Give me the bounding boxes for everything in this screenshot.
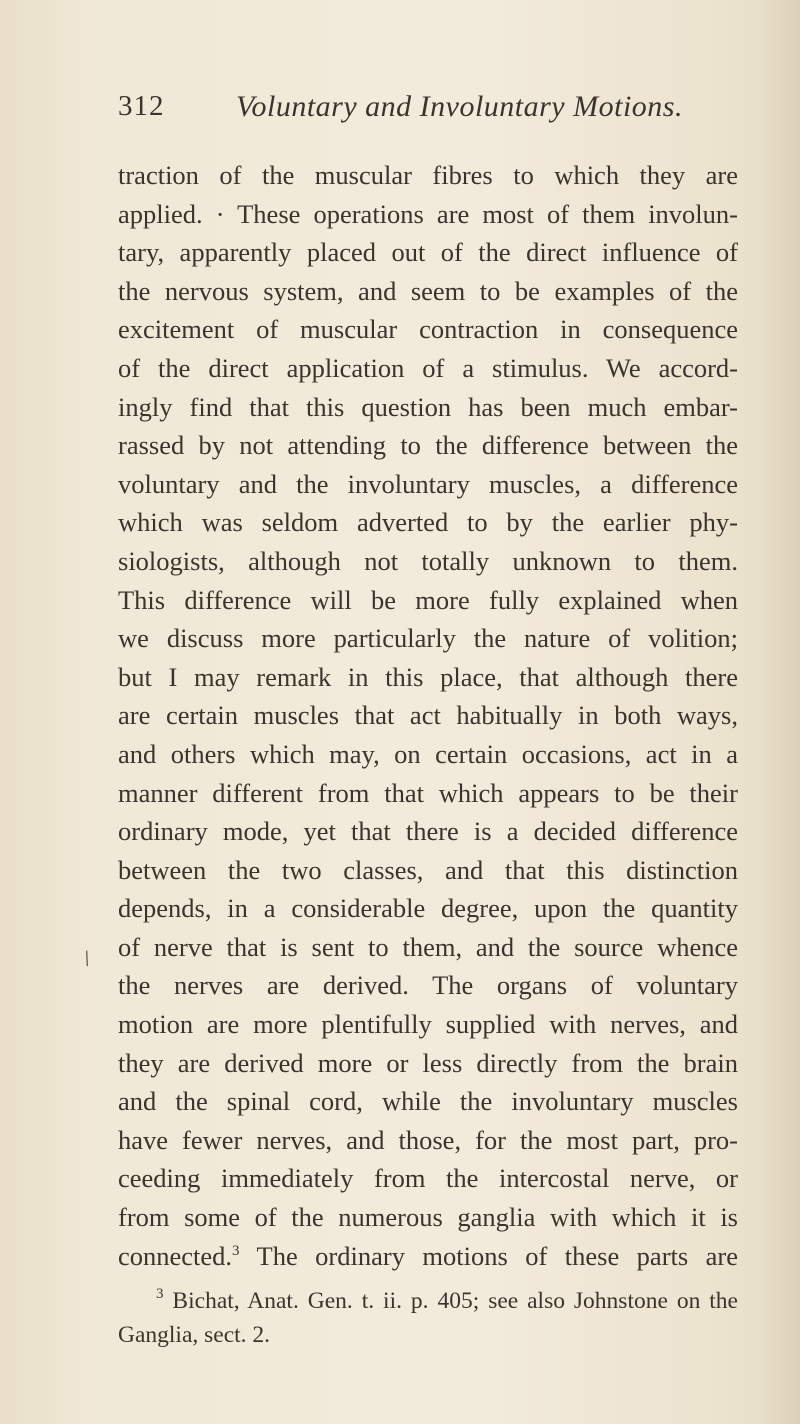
text-line: siologists, although not totally unknown to them. <box>118 545 738 576</box>
text-line: from some of the numerous ganglia with which it is <box>118 1202 738 1233</box>
text-line: and the spinal cord, while the involuntary muscles <box>118 1086 738 1117</box>
margin-pencil-mark: / <box>80 947 94 970</box>
text-line: we discuss more particularly the nature of volition; <box>118 623 738 654</box>
text-line: which was seldom adverted to by the earlier phy- <box>118 507 738 538</box>
text-line: and others which may, on certain occasions, act in a <box>118 738 738 769</box>
footnote-line: Ganglia, sect. 2. <box>118 1322 271 1348</box>
page-edge-shadow <box>760 0 800 1424</box>
text-line: voluntary and the involuntary muscles, a difference <box>118 468 738 499</box>
text-line: but I may remark in this place, that although there <box>118 661 738 692</box>
text-line: have fewer nerves, and those, for the most part, pro- <box>118 1124 738 1155</box>
text-line: excitement of muscular contraction in consequence <box>118 314 738 345</box>
text-line: motion are more plentifully supplied with nerves, and <box>118 1009 738 1040</box>
page-header <box>118 90 738 134</box>
text-line: applied. · These operations are most of them involun- <box>118 198 738 229</box>
text-line: the nerves are derived. The organs of voluntary <box>118 970 738 1001</box>
text-line-last <box>118 1237 738 1276</box>
text-line: ceeding immediately from the intercostal nerve, or <box>118 1163 738 1194</box>
footnote-text: Bichat, Anat. Gen. t. ii. p. 405; see also Johnstone on the <box>163 1288 738 1314</box>
text-line: rassed by not attending to the difference between the <box>118 430 738 461</box>
body-text <box>118 156 738 1275</box>
text-line: depends, in a considerable degree, upon the quantity <box>118 893 738 924</box>
text-line: of nerve that is sent to them, and the source whence <box>118 931 738 962</box>
footnote <box>118 1284 738 1352</box>
text-fragment: The ordinary motions of these parts are <box>239 1240 738 1271</box>
text-line: manner different from that which appears to be their <box>118 777 738 808</box>
text-line: tary, apparently placed out of the direct influence of <box>118 237 738 268</box>
text-line: of the direct application of a stimulus. We accord- <box>118 352 738 383</box>
text-line: the nervous system, and seem to be examples of the <box>118 275 738 306</box>
running-title: Voluntary and Involuntary Motions. <box>236 90 683 123</box>
footnote-line <box>118 1284 738 1318</box>
text-line: between the two classes, and that this distinction <box>118 854 738 885</box>
text-line: ordinary mode, yet that there is a decided difference <box>118 816 738 847</box>
text-line: ingly find that this question has been much embar- <box>118 391 738 422</box>
text-line: This difference will be more fully explained when <box>118 584 738 615</box>
text-line: traction of the muscular fibres to which they are <box>118 160 738 190</box>
text-fragment: connected. <box>118 1240 233 1271</box>
page-number: 312 <box>118 90 165 122</box>
footnote-reference: 3 <box>232 1242 240 1259</box>
footnote-marker: 3 <box>156 1286 164 1302</box>
text-line: are certain muscles that act habitually in both ways, <box>118 700 738 731</box>
text-line: they are derived more or less directly from the brain <box>118 1047 738 1078</box>
